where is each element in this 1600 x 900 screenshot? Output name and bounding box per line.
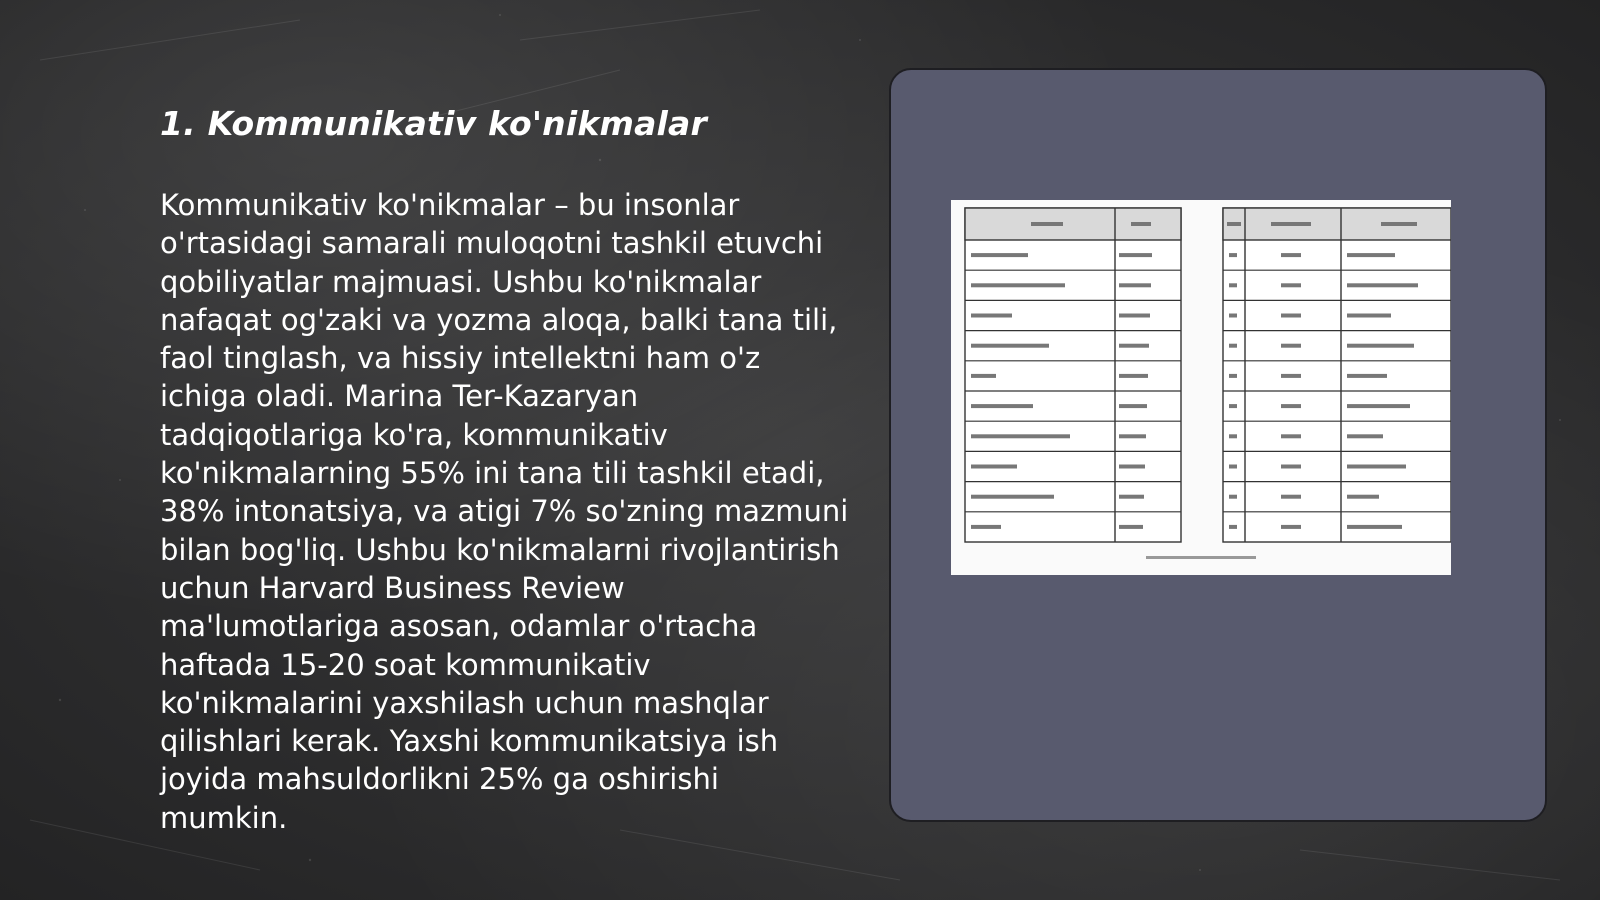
table-picture [951,200,1451,575]
image-frame [889,68,1547,822]
table-picture-graphic [951,200,1451,575]
slide-body-text: Kommunikativ ko'nikmalar – bu insonlar o'rtasidagi samarali muloqotni tashkil etuvchi qobiliyatlar majmuasi. Ushbu ko'nikmalar nafaqat og'zaki va yozma aloqa, balki tana tili, faol tinglash, va hissiy intellektni ham o'z ichiga oladi. Marina Ter-Kazaryan tadqiqotlariga ko'ra, kommunikativ ko'nikmalarning 55% ini tana tili tashkil etadi, 38% intonatsiya, va atigi 7% so'zning mazmuni bilan bog'liq. Ushbu ko'nikmalarni rivojlantirish uchun Harvard Business Review ma'lumotlariga asosan, odamlar o'rtacha haftada 15-20 soat kommunikativ ko'nikmalarini yaxshilash uchun mashqlar qilishlari kerak. Yaxshi kommunikatsiya ish joyida mahsuldorlikni 25% ga oshirishi mumkin. [160,188,849,835]
slide-title: 1. Kommunikativ ko'nikmalar [160,104,707,143]
